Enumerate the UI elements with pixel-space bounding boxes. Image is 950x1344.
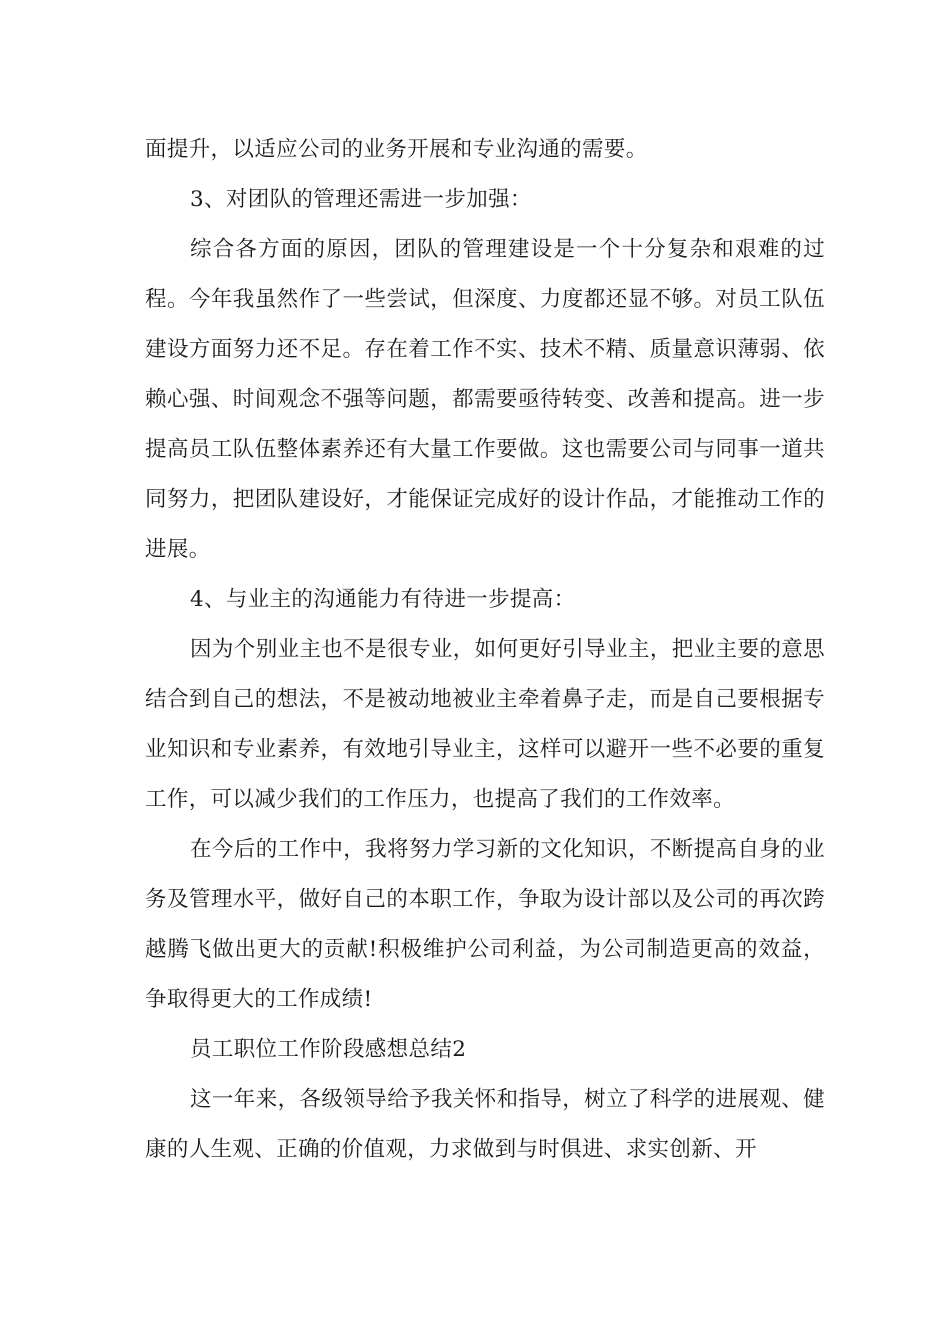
- paragraph-future-work: 在今后的工作中，我将努力学习新的文化知识，不断提高自身的业务及管理水平，做好自己的本职工作，争取为设计部以及公司的再次跨越腾飞做出更大的贡献!积极维护公司利益，为公司制造更高的效益，争取得更大的工作成绩!: [145, 837, 825, 1012]
- paragraph-year-review: 这一年来，各级领导给予我关怀和指导，树立了科学的进展观、健康的人生观、正确的价值观，力求做到与时俱进、求实创新、开: [145, 1087, 825, 1162]
- document-body: [145, 125, 825, 1175]
- document-subtitle: 员工职位工作阶段感想总结2: [190, 1037, 467, 1062]
- section-heading-4: 4、与业主的沟通能力有待进一步提高：: [190, 587, 576, 612]
- paragraph-continuation: 面提升，以适应公司的业务开展和专业沟通的需要。: [145, 137, 648, 162]
- paragraph-client-communication: 因为个别业主也不是很专业，如何更好引导业主，把业主要的意思结合到自己的想法，不是被动地被业主牵着鼻子走，而是自己要根据专业知识和专业素养，有效地引导业主，这样可以避开一些不必要的重复工作，可以减少我们的工作压力，也提高了我们的工作效率。: [145, 637, 825, 812]
- paragraph-team-management: 综合各方面的原因，团队的管理建设是一个十分复杂和艰难的过程。今年我虽然作了一些尝试，但深度、力度都还显不够。对员工队伍建设方面努力还不足。存在着工作不实、技术不精、质量意识薄弱、依赖心强、时间观念不强等问题，都需要亟待转变、改善和提高。进一步提高员工队伍整体素养还有大量工作要做。这也需要公司与同事一道共同努力，把团队建设好，才能保证完成好的设计作品，才能推动工作的进展。: [145, 237, 825, 562]
- section-heading-3: 3、对团队的管理还需进一步加强：: [190, 187, 532, 212]
